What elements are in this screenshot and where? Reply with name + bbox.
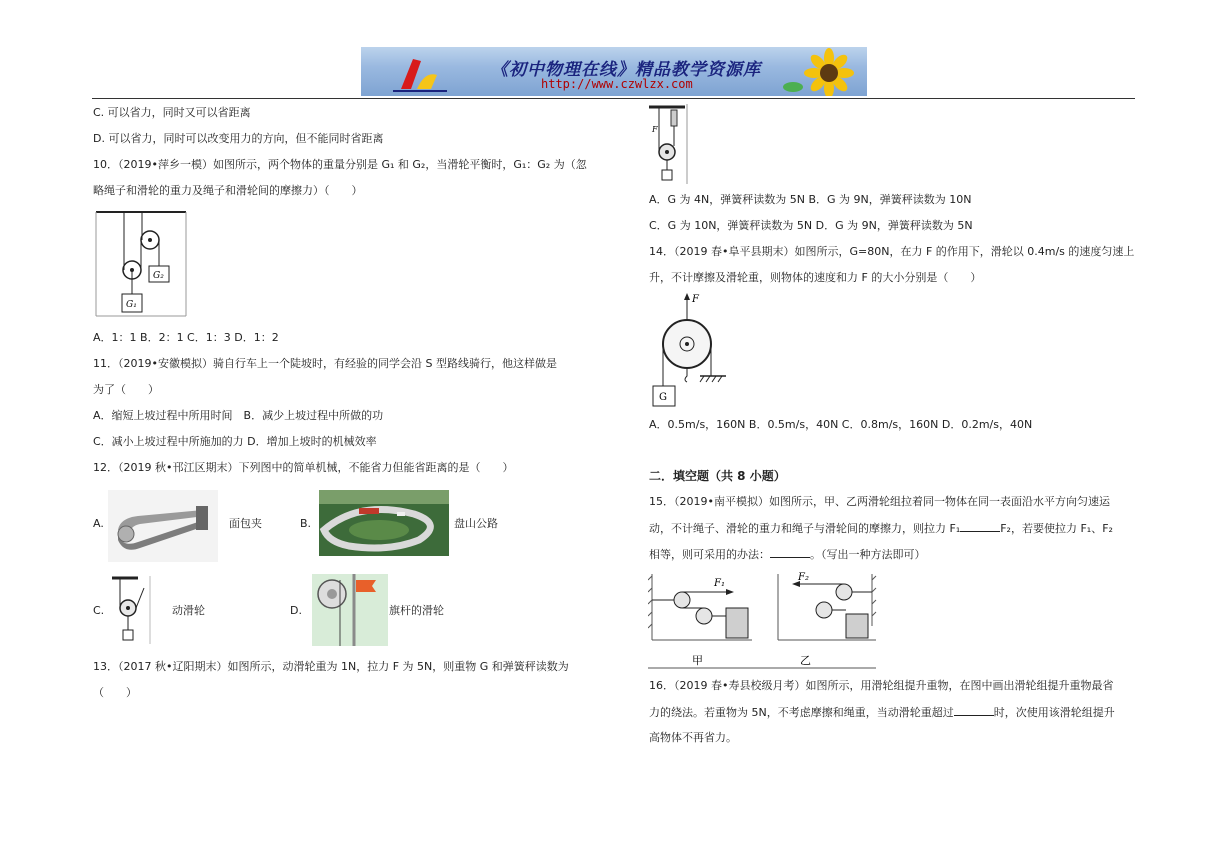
sunflower-icon [781,47,867,96]
q14-pulley-figure [650,290,728,412]
q10-stem-line1: 10．（2019•萍乡一模）如图所示，两个物体的重量分别是 G₁ 和 G₂，当滑轮平衡时，G₁：G₂ 为（忽 [93,158,587,171]
q15-stem-line1: 15．（2019•南平模拟）如图所示，甲、乙两滑轮组拉着同一物体在同一表面沿水平方向匀速运 [649,495,1110,508]
q15-fig-f2-label: F₂ [798,572,809,583]
q14-stem-line1: 14．（2019 春•阜平县期末）如图所示，G=80N，在力 F 的作用下，滑轮以 0.4m/s 的速度匀速上 [649,245,1135,258]
q12-d-label: 旗杆的滑轮 [389,604,444,617]
header-banner [361,47,867,96]
q16-stem-line3: 高物体不再省力。 [649,731,737,744]
q9-option-d: D. 可以省力，同时可以改变用力的方向，但不能同时省距离 [93,132,384,145]
q13-options-cd: C．G 为 10N，弹簧秤读数为 5N D．G 为 9N，弹簧秤读数为 5N [649,219,973,232]
q10-options: A．1：1 B．2：1 C．1：3 D．1：2 [93,331,279,344]
q12-a-letter: A. [93,517,104,530]
q11-stem-line1: 11．（2019•安徽模拟）骑自行车上一个陡坡时，有经验的同学会沿 S 型路线骑行，他这样做是 [93,357,557,370]
q15-blank-1[interactable] [960,521,1000,532]
q12-a-tongs-image [108,490,218,562]
q10-stem-line2: 略绳子和滑轮的重力及绳子和滑轮间的摩擦力）（ ） [93,184,363,197]
q15-stem-line2 [649,521,1113,536]
q13-stem-line1: 13．（2017 秋•辽阳期末）如图所示，动滑轮重为 1N，拉力 F 为 5N，则重物 G 和弹簧秤读数为 [93,660,569,673]
q16-blank[interactable] [954,705,994,716]
q10-pulley-figure [94,210,188,318]
q10-fig-g1-label: G₁ [126,300,137,310]
q11-options-ab: A．缩短上坡过程中所用时间 B．减少上坡过程中所做的功 [93,409,384,422]
svg-text:F: F [652,125,658,134]
banner-title: 《初中物理在线》精品教学资源库 [491,60,761,80]
q12-a-label: 面包夹 [229,517,262,530]
banner-url[interactable]: http://www.czwlzx.com [541,77,693,91]
q12-b-label: 盘山公路 [454,517,498,530]
q15-fig-f1-label: F₁ [714,578,725,589]
q10-fig-g2-label: G₂ [153,271,164,281]
section-2-heading: 二．填空题（共 8 小题） [649,469,786,483]
q16-line2-part-b: 时，次使用该滑轮组提升 [993,706,1115,719]
q11-stem-line2: 为了（ ） [93,383,159,396]
q15-fig-yi-label: 乙 [800,654,811,667]
header-rule [92,98,1135,99]
q13-stem-line2: （ ） [93,686,137,699]
q16-stem-line1: 16．（2019 春•寿县校级月考）如图所示，用滑轮组提升重物，在图中画出滑轮组提升重物最省 [649,679,1114,692]
q12-b-letter: B. [300,517,312,530]
q14-fig-f-label: F [692,294,699,305]
q14-stem-line2: 升，不计摩擦及滑轮重，则物体的速度和力 F 的大小分别是（ ） [649,271,982,284]
q15-line2-part-a: 动，不计绳子、滑轮的重力和绳子与滑轮间的摩擦力，则拉力 F₁ [649,522,961,535]
q15-line3-part-b: 。（写出一种方法即可） [810,548,926,561]
q14-fig-g-label: G [659,392,667,403]
q13-options-ab: A．G 为 4N，弹簧秤读数为 5N B．G 为 9N，弹簧秤读数为 10N [649,193,972,206]
logo-icon [391,51,451,93]
q15-blank-2[interactable] [770,547,810,558]
q12-c-letter: C. [93,604,105,617]
q12-b-mountain-road-image [319,490,449,556]
q15-fig-jia-label: 甲 [692,654,703,667]
q15-line3-part-a: 相等，则可采用的办法： [649,548,770,561]
q16-stem-line2 [649,705,1115,720]
q15-pulley-figure [648,570,878,670]
q12-d-letter: D. [290,604,302,617]
q9-option-c: C. 可以省力，同时又可以省距离 [93,106,251,119]
q14-options: A．0.5m/s，160N B．0.5m/s，40N C．0.8m/s，160N D．0.2m/s，40N [649,418,1033,431]
q12-stem: 12．（2019 秋•邗江区期末）下列图中的简单机械，不能省力但能省距离的是（ ） [93,461,514,474]
q12-d-flagpole-pulley-image [312,574,388,646]
q12-c-label: 动滑轮 [172,604,205,617]
q11-options-cd: C．减小上坡过程中所施加的力 D．增加上坡时的机械效率 [93,435,377,448]
q16-line2-part-a: 力的绕法。若重物为 5N，不考虑摩擦和绳重，当动滑轮重超过 [649,706,954,719]
q15-stem-line3 [649,547,926,562]
q15-line2-part-b: F₂，若要使拉力 F₁、F₂ [1000,522,1113,535]
q12-c-movable-pulley-image [110,574,154,646]
q13-pulley-figure [649,104,691,184]
